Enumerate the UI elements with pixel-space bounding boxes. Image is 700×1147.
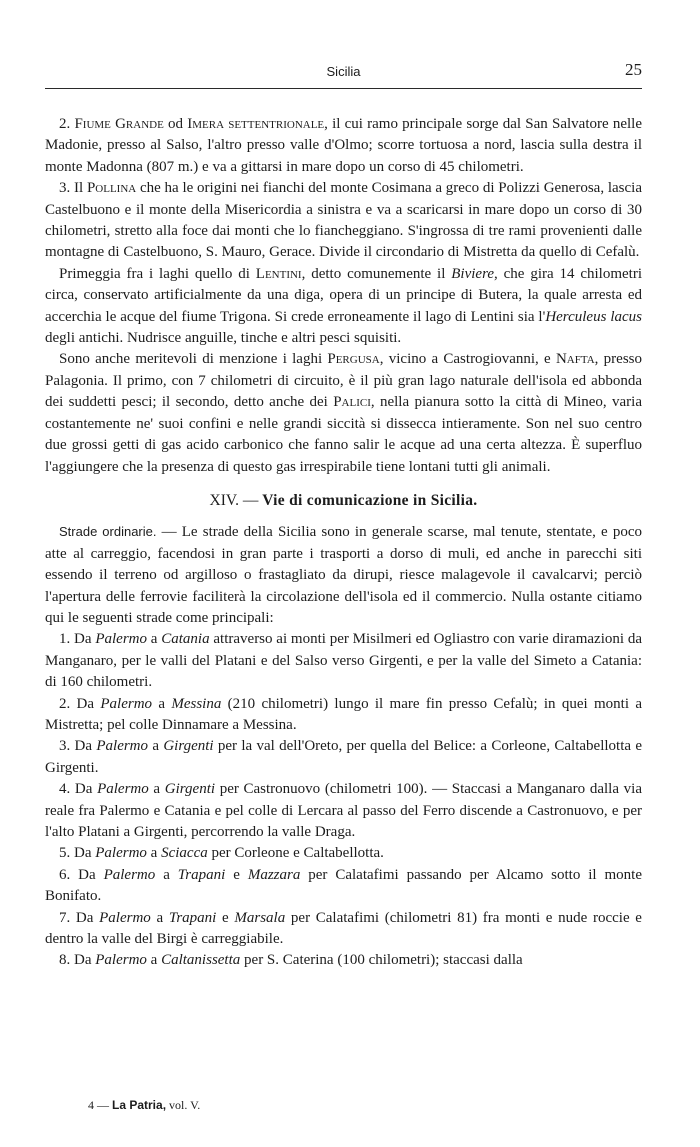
place-name: Palermo bbox=[97, 781, 149, 798]
text: 7. Da bbox=[59, 909, 100, 926]
text: e bbox=[216, 909, 235, 926]
lake-name: Pergusa bbox=[327, 351, 380, 368]
text: a bbox=[155, 866, 178, 883]
text: Sono anche meritevoli di menzione i laghi bbox=[59, 351, 328, 368]
text: a bbox=[152, 695, 172, 712]
text: 6. Da bbox=[59, 866, 104, 883]
place-name: Palermo bbox=[103, 866, 156, 883]
river-name: Imera settentrionale bbox=[187, 116, 325, 132]
place-name: Trapani bbox=[168, 909, 217, 926]
text: Primeggia fra i laghi quello di bbox=[59, 265, 256, 282]
text: 1. Da bbox=[59, 631, 96, 648]
running-title: Sicilia bbox=[326, 64, 361, 79]
text: , il cui ramo principale sorge dal San Salvatore nelle Madonie, presso al Salso, l'altro presso valle d'Olmo; scorre tortuosa a nord, lascia sulla destra il monte Madonna (807 m.) e va a gittarsi in mare dopo un corso di 45 chilometri. bbox=[45, 116, 642, 175]
text: 4. Da bbox=[59, 781, 98, 798]
text: che ha le origini nei fianchi del monte Cosimana a greco di Polizzi Generosa, lascia Castelbuono e il monte della Misericordia a sinistra e va a scaricarsi in mare dopo un corso di 30 chilometri, stretto alla foce dai monti che lo fiancheggiano. S'ingrossa di tre rami provenienti dalle montagne di Castelbuono, S. Mauro, Gerace. Divide il circondario di Mistretta da quello di Cefalù. bbox=[45, 180, 642, 261]
text: , vicino a Castrogiovanni, e bbox=[379, 351, 556, 368]
paragraph-fiume-grande bbox=[45, 114, 642, 178]
text: per Calatafimi (chilometri 81) fra monti e nude roccie e dentro la valle del Birgi è carreggiabile. bbox=[45, 909, 642, 948]
signature-mark: 4 — bbox=[88, 1098, 112, 1112]
page-number: 25 bbox=[625, 60, 642, 79]
place-name: Palermo bbox=[95, 631, 147, 648]
route-item bbox=[45, 694, 642, 737]
text: a bbox=[148, 738, 164, 755]
place-name: Palermo bbox=[95, 952, 147, 969]
place-name: Marsala bbox=[234, 909, 286, 926]
paragraph-pergusa-nafta bbox=[45, 349, 642, 477]
route-item bbox=[45, 843, 642, 864]
italic-term: Biviere bbox=[451, 265, 495, 282]
place-name: Girgenti bbox=[164, 781, 216, 798]
paragraph-pollina bbox=[45, 178, 642, 264]
text: a bbox=[147, 631, 162, 648]
lead-in: Strade ordinarie. bbox=[59, 524, 157, 540]
route-item bbox=[45, 865, 642, 908]
route-item bbox=[45, 908, 642, 951]
text: , che gira 14 chilometri circa, conservato artificialmente da una diga, opera di un principe di Butera, la quale arresta ed accerchia le acque del fiume Trigona. Si crede erroneamente il lago di Lentini sia l' bbox=[45, 265, 642, 325]
text: (210 chilometri) lungo il mare fin presso Cefalù; in quei monti a Mistretta; pel colle Dinnamare a Messina. bbox=[45, 695, 642, 733]
journal-title: La Patria, bbox=[112, 1098, 167, 1112]
place-name: Palermo bbox=[95, 845, 147, 862]
route-item bbox=[45, 629, 642, 693]
page-body bbox=[45, 114, 642, 972]
place-name: Trapani bbox=[177, 866, 226, 883]
text: per Castronuovo (chilometri 100). — Staccasi a Manganaro dalla via reale fra Palermo e Catania e pel colle di Lercara al passo del Ferro discende a Castronuovo, e per l'alto Platani a Girgenti, percorrendo la valle Draga. bbox=[45, 781, 642, 840]
item-number: 3. Il bbox=[59, 180, 87, 197]
text: 5. Da bbox=[59, 845, 96, 862]
text: degli antichi. Nudrisce anguille, tinche e altri pesci squisiti. bbox=[45, 330, 402, 347]
text: a bbox=[146, 952, 162, 969]
text: per Corleone e Caltabellotta. bbox=[207, 845, 384, 862]
paragraph-strade-ordinarie bbox=[45, 521, 642, 629]
river-name: Fiume Grande bbox=[74, 116, 164, 132]
page-header bbox=[45, 62, 642, 89]
place-name: Catania bbox=[161, 631, 210, 648]
river-name: Pollina bbox=[86, 180, 137, 197]
section-heading bbox=[45, 490, 642, 511]
text: per S. Caterina (100 chilometri); staccasi dalla bbox=[240, 952, 523, 969]
text: attraverso ai monti per Misilmeri ed Ogliastro con varie diramazioni da Manganaro, per le valli del Platani e del Salso verso Girgenti, e per la valle del Simeto a Catania: di 160 chilometri. bbox=[45, 631, 642, 691]
paragraph-lentini bbox=[45, 264, 642, 350]
volume-label: vol. V. bbox=[166, 1098, 201, 1112]
item-number: 2. bbox=[59, 116, 75, 132]
lake-name: Palici bbox=[333, 394, 371, 411]
place-name: Caltanissetta bbox=[161, 952, 241, 969]
place-name: Palermo bbox=[99, 909, 151, 926]
place-name: Sciacca bbox=[161, 845, 208, 862]
place-name: Mazzara bbox=[247, 866, 301, 883]
text: a bbox=[146, 845, 162, 862]
text: a bbox=[148, 781, 165, 798]
page-footer bbox=[88, 1098, 200, 1113]
lake-name: Nafta bbox=[555, 351, 595, 368]
text: per Calatafimi passando per Alcamo sotto il monte Bonifato. bbox=[45, 866, 642, 905]
text: , presso Palagonia. Il primo, con 7 chilometri di circuito, è il più gran lago naturale dell'isola ed abbonda dei suddetti pesci; il secondo, detto anche dei bbox=[45, 351, 642, 411]
lake-name: Lentini bbox=[255, 265, 302, 282]
italic-term: Herculeus lacus bbox=[545, 308, 642, 325]
route-item bbox=[45, 736, 642, 779]
place-name: Palermo bbox=[100, 695, 153, 712]
place-name: Girgenti bbox=[163, 738, 214, 755]
text: e bbox=[225, 866, 248, 883]
route-item bbox=[45, 779, 642, 843]
text: 2. Da bbox=[59, 695, 101, 712]
section-number: XIV. — bbox=[209, 491, 263, 509]
text: 3. Da bbox=[59, 738, 97, 755]
text: , nella pianura sotto la città di Mineo, varia costantemente ne' suoi confini e nelle grandi siccità si dissecca intieramente. Son nel suo centro due grossi getti di gas acido carbonico che fanno salir le acque ad una certa altezza. È superfluo l'aggiungere che la presenza di questo gas irrespirabile tiene lontani tutti gli animali. bbox=[45, 394, 642, 475]
text: a bbox=[150, 909, 169, 926]
text: per la val dell'Oreto, per quella del Belice: a Corleone, Caltabellotta e Girgenti. bbox=[45, 738, 642, 776]
text: , detto comunemente il bbox=[301, 265, 452, 282]
text: — Le strade della Sicilia sono in generale scarse, mal tenute, stentate, e poco atte al carreggio, facendosi in gran parte i trasporti a dorso di muli, ed anche in parecchi siti essendo il terreno od argilloso o frastagliato da dirupi, riesce malagevole il cavalcarvi; perciò l'apertura delle ferrovie faciliterà la circolazione dell'isola ed il commercio. Nulla ostante citiamo qui le seguenti strade come principali: bbox=[45, 524, 642, 626]
place-name: Palermo bbox=[96, 738, 149, 755]
place-name: Messina bbox=[171, 695, 222, 712]
text: 8. Da bbox=[59, 952, 96, 969]
route-item bbox=[45, 950, 642, 971]
text: od bbox=[163, 116, 188, 132]
section-title: Vie di comunicazione in Sicilia. bbox=[262, 491, 478, 509]
